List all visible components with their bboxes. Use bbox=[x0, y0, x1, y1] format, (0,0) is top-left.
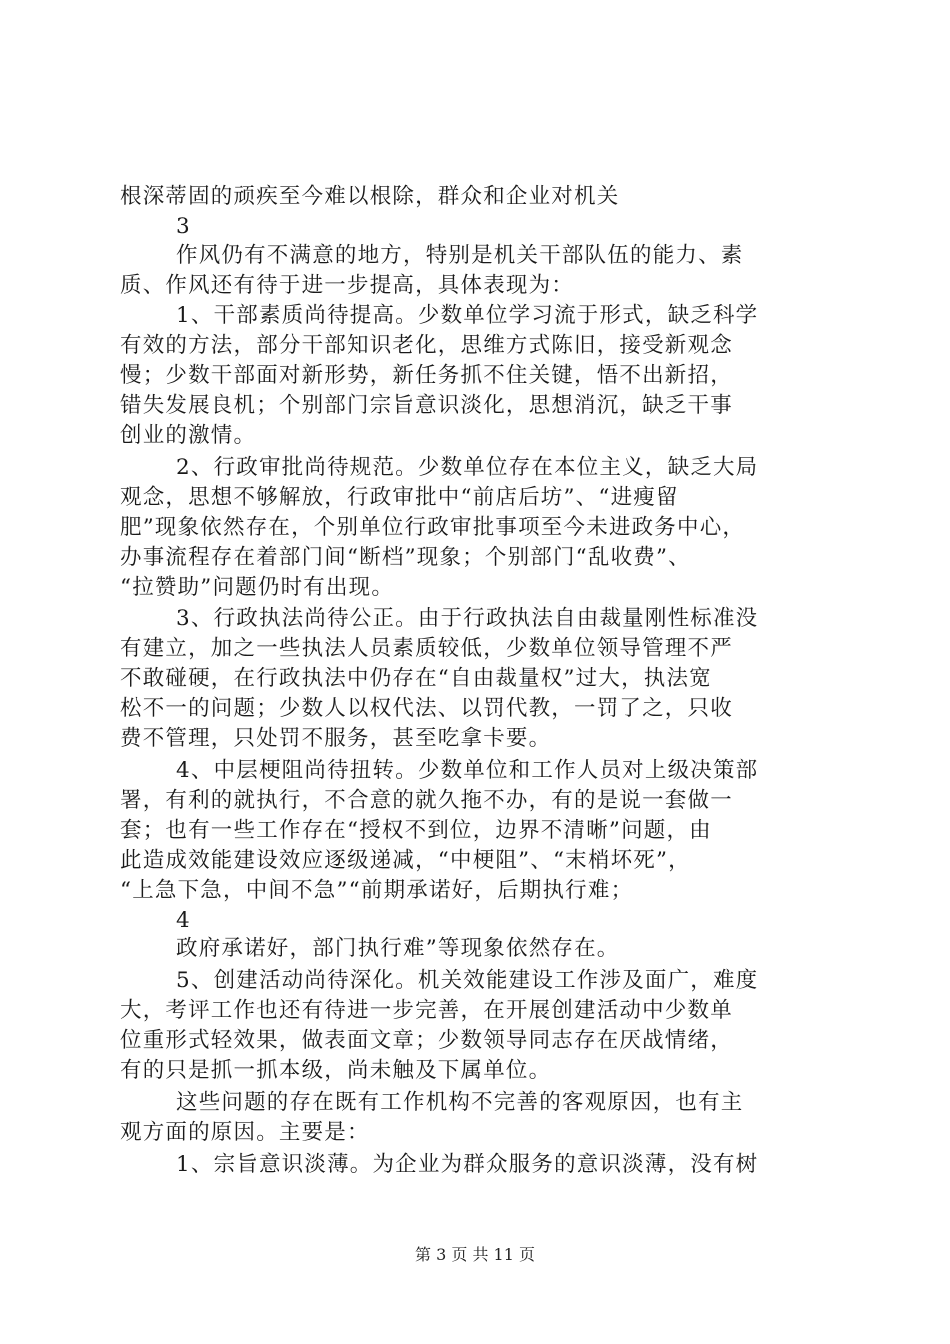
paragraph-line: 2、行政审批尚待规范。少数单位存在本位主义，缺乏大局 bbox=[176, 455, 759, 480]
paragraph-line: 署，有利的就执行，不合意的就久拖不办，有的是说一套做一 bbox=[120, 788, 733, 813]
page-marker: 4 bbox=[176, 908, 191, 933]
paragraph-line: 有效的方法，部分干部知识老化，思维方式陈旧，接受新观念 bbox=[120, 333, 733, 358]
paragraph-line: 根深蒂固的顽疾至今难以根除，群众和企业对机关 bbox=[120, 184, 620, 209]
paragraph-line: 位重形式轻效果，做表面文章；少数领导同志存在厌战情绪， bbox=[120, 1028, 733, 1053]
paragraph-line: 有建立，加之一些执法人员素质较低，少数单位领导管理不严 bbox=[120, 636, 733, 661]
paragraph-line: 错失发展良机；个别部门宗旨意识淡化，思想消沉，缺乏干事 bbox=[120, 393, 733, 418]
page-footer: 第 3 页 共 11 页 bbox=[415, 1245, 535, 1264]
paragraph-line: 肥”现象依然存在，个别单位行政审批事项至今未进政务中心， bbox=[120, 515, 746, 540]
paragraph-line: 1、干部素质尚待提高。少数单位学习流于形式，缺乏科学 bbox=[176, 303, 759, 328]
paragraph-line: 不敢碰硬，在行政执法中仍存在“自由裁量权”过大，执法宽 bbox=[120, 666, 712, 691]
paragraph-line: 有的只是抓一抓本级，尚未触及下属单位。 bbox=[120, 1058, 552, 1083]
paragraph-line: 套；也有一些工作存在“授权不到位，边界不清晰”问题，由 bbox=[120, 818, 712, 843]
paragraph-line: 3、行政执法尚待公正。由于行政执法自由裁量刚性标准没 bbox=[176, 606, 759, 631]
paragraph-line: 大，考评工作也还有待进一步完善，在开展创建活动中少数单 bbox=[120, 998, 733, 1023]
paragraph-line: 1、宗旨意识淡薄。为企业为群众服务的意识淡薄，没有树 bbox=[176, 1152, 759, 1177]
paragraph-line: 4、中层梗阻尚待扭转。少数单位和工作人员对上级决策部 bbox=[176, 758, 759, 783]
paragraph-line: “上急下急，中间不急”“前期承诺好，后期执行难； bbox=[120, 878, 634, 903]
paragraph-line: 创业的激情。 bbox=[120, 423, 257, 448]
paragraph-line: 慢；少数干部面对新形势，新任务抓不住关键，悟不出新招， bbox=[120, 363, 733, 388]
paragraph-line: 质、作风还有待于进一步提高，具体表现为： bbox=[120, 273, 575, 298]
paragraph-line: 办事流程存在着部门间“断档”现象；个别部门“乱收费”、 bbox=[120, 545, 691, 570]
page-marker: 3 bbox=[176, 214, 191, 239]
paragraph-line: 5、创建活动尚待深化。机关效能建设工作涉及面广，难度 bbox=[176, 968, 759, 993]
paragraph-line: 此造成效能建设效应逐级递减，“中梗阻”、“末梢坏死”， bbox=[120, 848, 691, 873]
paragraph-line: “拉赞助”问题仍时有出现。 bbox=[120, 575, 395, 600]
paragraph-line: 观方面的原因。主要是： bbox=[120, 1120, 370, 1145]
paragraph-line: 作风仍有不满意的地方，特别是机关干部队伍的能力、素 bbox=[176, 243, 744, 268]
paragraph-line: 观念，思想不够解放，行政审批中“前店后坊”、“进瘦留 bbox=[120, 485, 679, 510]
paragraph-line: 这些问题的存在既有工作机构不完善的客观原因，也有主 bbox=[176, 1090, 744, 1115]
paragraph-line: 费不管理，只处罚不服务，甚至吃拿卡要。 bbox=[120, 726, 552, 751]
paragraph-line: 松不一的问题；少数人以权代法、以罚代教，一罚了之，只收 bbox=[120, 696, 733, 721]
paragraph-line: 政府承诺好，部门执行难”等现象依然存在。 bbox=[176, 936, 620, 961]
